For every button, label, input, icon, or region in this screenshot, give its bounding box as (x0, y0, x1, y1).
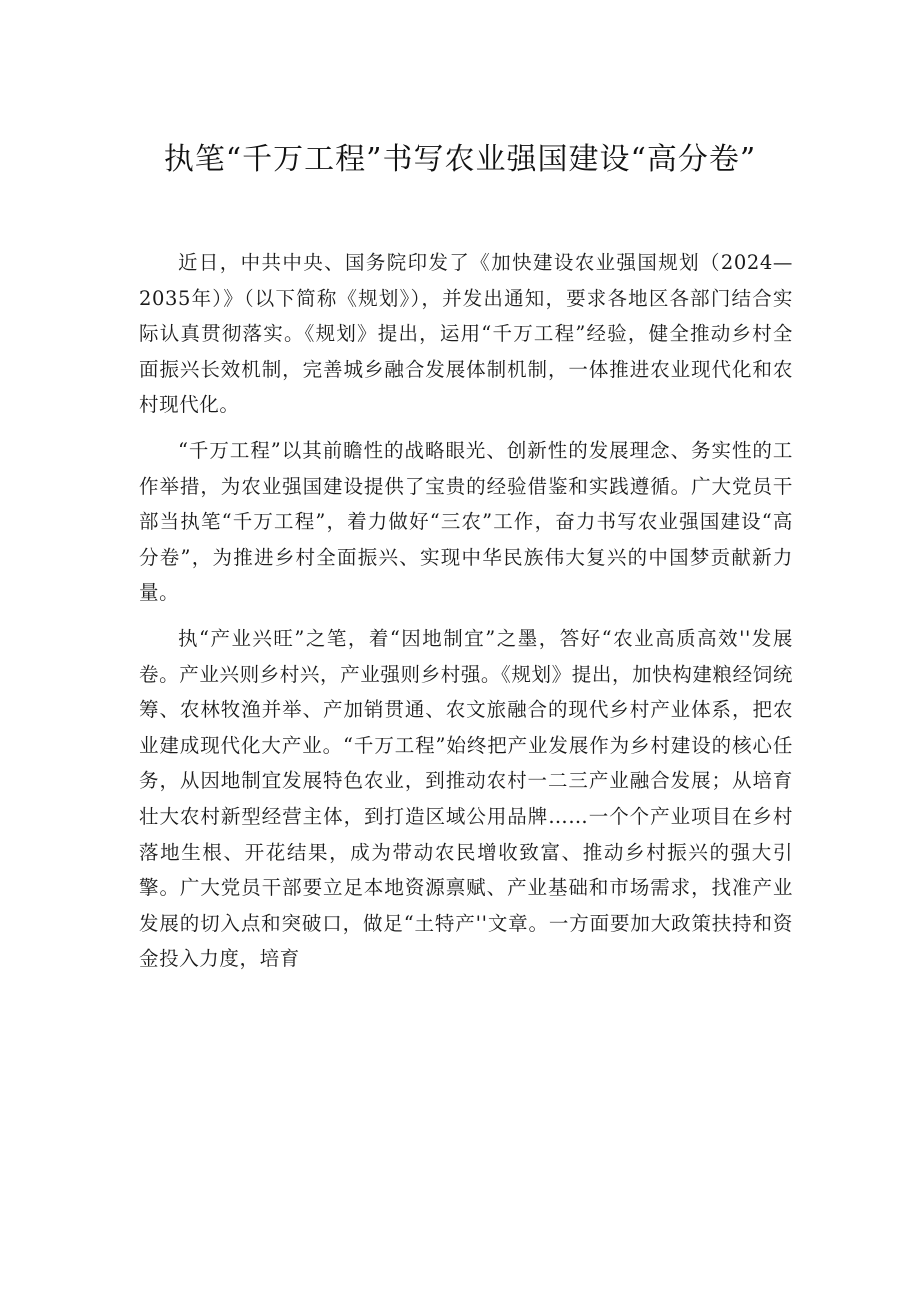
body-paragraph: 执“产业兴旺”之笔，着“因地制宜”之墨，答好“农业高质高效''发展卷。产业兴则乡村兴，产业强则乡村强。《规划》提出，加快构建粮经饲统筹、农林牧渔并举、产加销贯通、农文旅融合的现代乡村产业体系，把农业建成现代化大产业。“千万工程”始终把产业发展作为乡村建设的核心任务，从因地制宜发展特色农业，到推动农村一二三产业融合发展；从培育壮大农村新型经营主体，到打造区域公用品牌……一个个产业项目在乡村落地生根、开花结果，成为带动农民增收致富、推动乡村振兴的强大引擎。广大党员干部要立足本地资源禀赋、产业基础和市场需求，找准产业发展的切入点和突破口，做足“土特产''文章。一方面要加大政策扶持和资金投入力度，培育 (139, 626, 793, 971)
body-paragraph: “千万工程”以其前瞻性的战略眼光、创新性的发展理念、务实性的工作举措，为农业强国建设提供了宝贵的经验借鉴和实践遵循。广大党员干部当执笔“千万工程”，着力做好“三农”工作，奋力书写农业强国建设“高分卷”，为推进乡村全面振兴、实现中华民族伟大复兴的中国梦贡献新力量。 (139, 438, 793, 605)
document-title: 执笔“千万工程”书写农业强国建设“高分卷” (163, 142, 757, 177)
body-paragraph: 近日，中共中央、国务院印发了《加快建设农业强国规划（2024—2035年）》（以下简称《规划》），并发出通知，要求各地区各部门结合实际认真贯彻落实。《规划》提出，运用“千万工程”经验，健全推动乡村全面振兴长效机制，完善城乡融合发展体制机制，一体推进农业现代化和农村现代化。 (139, 251, 793, 417)
document-body (139, 245, 793, 987)
